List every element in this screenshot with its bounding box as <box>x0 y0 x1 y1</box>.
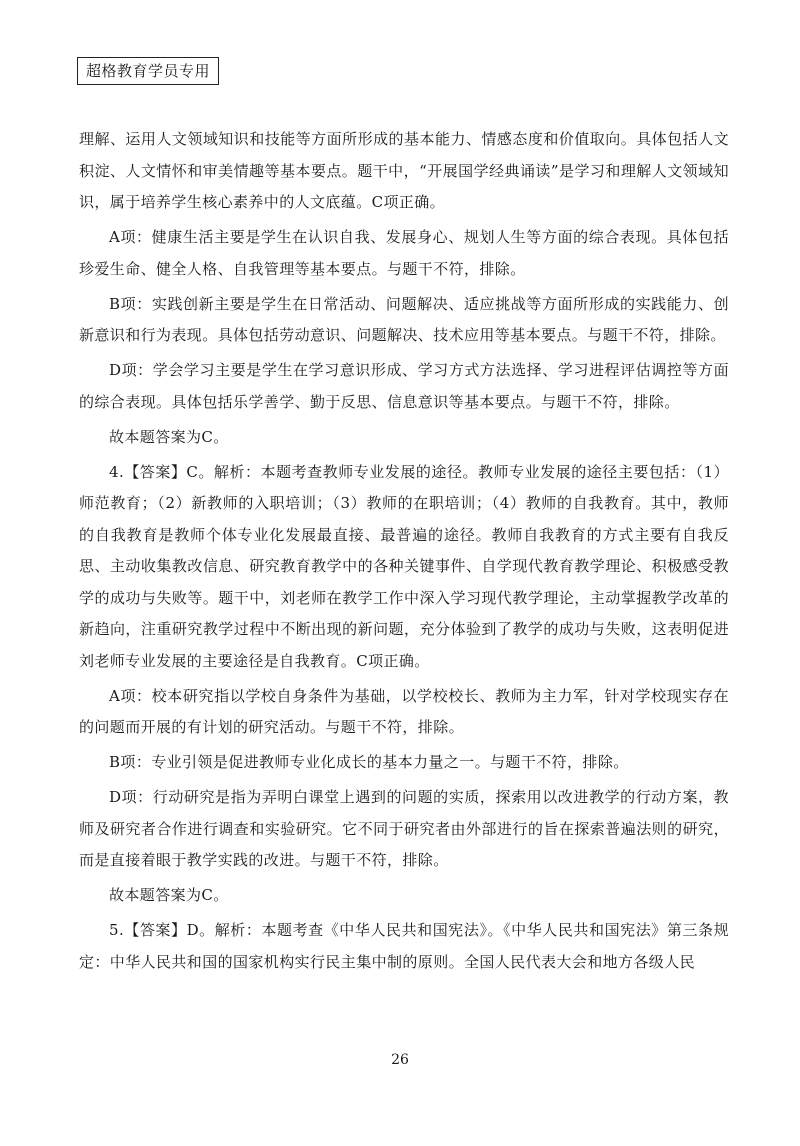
paragraph-continuation: 理解、运用人文领域知识和技能等方面所形成的基本能力、情感态度和价值取向。具体包括人文积淀、人文情怀和审美情趣等基本要点。题干中，“开展国学经典诵读”是学习和理解人文领域知识，属于培养学生核心素养中的人文底蕴。C项正确。 <box>79 130 729 211</box>
paragraph-answer-5: 5.【答案】D。解析：本题考查《中华人民共和国宪法》。《中华人民共和国宪法》第三条规定：中华人民共和国的国家机构实行民主集中制的原则。全国人民代表大会和地方各级人民 <box>79 921 729 971</box>
paragraph-conclusion: 故本题答案为C。 <box>109 427 229 446</box>
paragraph-option-d: D项：学会学习主要是学生在学习意识形成、学习方式方法选择、学习进程评估调控等方面的综合表现。具体包括乐学善学、勤于反思、信息意识等基本要点。与题干不符，排除。 <box>79 361 729 411</box>
paragraph-answer-4: 4.【答案】C。解析：本题考查教师专业发展的途径。教师专业发展的途径主要包括：（1）师范教育；（2）新教师的入职培训；（3）教师的在职培训；（4）教师的自我教育。其中，教师的自我教育是教师个体专业化发展最直接、最普遍的途径。教师自我教育的方式主要有自我反思、主动收集教改信息、研究教育教学中的各种关键事件、自学现代教育教学理论、积极感受教学的成功与失败等。题干中，刘老师在教学工作中深入学习现代教学理论，主动掌握教学改革的新趋向，注重研究教学过程中不断出现的新问题，充分体验到了教学的成功与失败，这表明促进刘老师专业发展的主要途径是自我教育。C项正确。 <box>79 462 729 670</box>
paragraph-option-d: D项：行动研究是指为弄明白课堂上遇到的问题的实质，探索用以改进教学的行动方案，教师及研究者合作进行调查和实验研究。它不同于研究者由外部进行的旨在探索普遍法则的研究，而是直接着眼于教学实践的改进。与题干不符，排除。 <box>79 788 729 869</box>
paragraph-option-a: A项：校本研究指以学校自身条件为基础，以学校校长、教师为主力军，针对学校现实存在的问题而开展的有计划的研究活动。与题干不符，排除。 <box>79 686 729 736</box>
paragraph-option-a: A项：健康生活主要是学生在认识自我、发展身心、规划人生等方面的综合表现。具体包括珍爱生命、健全人格、自我管理等基本要点。与题干不符，排除。 <box>79 228 729 278</box>
watermark-label: 超格教育学员专用 <box>77 57 219 85</box>
paragraph-option-b: B项：专业引领是促进教师专业化成长的基本力量之一。与题干不符，排除。 <box>109 753 629 771</box>
document-body <box>79 124 729 982</box>
paragraph-conclusion: 故本题答案为C。 <box>109 886 229 904</box>
page-number: 26 <box>391 1052 409 1068</box>
paragraph-option-b: B项：实践创新主要是学生在日常活动、问题解决、适应挑战等方面所形成的实践能力、创新意识和行为表现。具体包括劳动意识、问题解决、技术应用等基本要点。与题干不符，排除。 <box>79 294 729 344</box>
